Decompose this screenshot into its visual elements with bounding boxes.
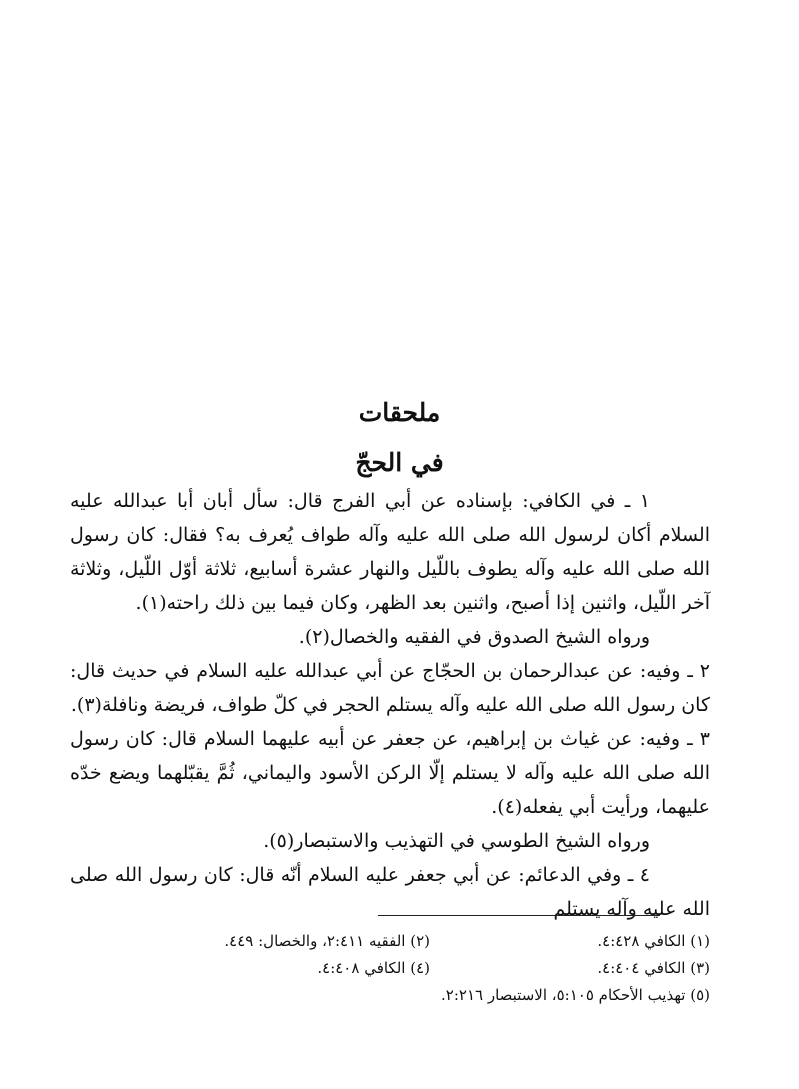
footnote-gap: [430, 928, 510, 955]
footnote-1: (١) الكافي ٤:٤٢٨.: [597, 932, 710, 950]
main-text: [70, 484, 710, 926]
paragraph-6: ٤ ـ وفي الدعائم: عن أبي جعفر عليه السلام أنّه قال: كان رسول الله صلى الله عليه وآله يستلم: [70, 864, 710, 920]
paragraph-2: ورواه الشيخ الصدوق في الفقيه والخصال(٢).: [298, 626, 650, 648]
section-heading: ملحقات: [358, 398, 441, 427]
paragraph-5: ورواه الشيخ الطوسي في التهذيب والاستبصار(٥).: [263, 830, 650, 852]
paragraph-1: ١ ـ في الكافي: بإسناده عن أبي الفرج قال: سأل أبان أبا عبدالله عليه السلام أكان لرسول الله صلى الله عليه وآله طواف يُعرف به؟ فقال: كان رسول الله صلى الله عليه وآله يطوف باللّيل والنهار عشرة أسابيع، ثلاثة أوّل اللّيل، وثلاثة آخر اللّيل، واثنين إذا أصبح، واثنين بعد الظهر، وكان فيما بين ذلك راحته(١).: [70, 490, 710, 614]
footnote-4: (٤) الكافي ٤:٤٠٨.: [317, 959, 430, 977]
footnotes: [90, 928, 710, 1009]
footnote-5: (٥) تهذيب الأحكام ٥:١٠٥، الاستبصار ٢:٢١٦.: [441, 986, 710, 1004]
footnote-2: (٢) الفقيه ٢:٤١١، والخصال: ٤٤٩.: [224, 932, 430, 950]
footnote-row: [90, 928, 710, 955]
footnote-gap: [430, 955, 510, 982]
footnote-row: [90, 955, 710, 982]
footnote-3: (٣) الكافي ٤:٤٠٤.: [597, 959, 710, 977]
footnote-divider: [378, 915, 660, 916]
paragraph-4: ٣ ـ وفيه: عن غياث بن إبراهيم، عن جعفر عن أبيه عليهما السلام قال: كان رسول الله صلى الله عليه وآله لا يستلم إلّا الركن الأسود واليماني، ثُمَّ يقبّلهما ويضع خدّه عليهما، ورأيت أبي يفعله(٤).: [70, 728, 710, 818]
section-subheading: في الحجّ: [355, 448, 444, 477]
paragraph-3: ٢ ـ وفيه: عن عبدالرحمان بن الحجّاج عن أبي عبدالله عليه السلام في حديث قال: كان رسول الله صلى الله عليه وآله يستلم الحجر في كلّ طواف، فريضة ونافلة(٣).: [70, 660, 710, 716]
